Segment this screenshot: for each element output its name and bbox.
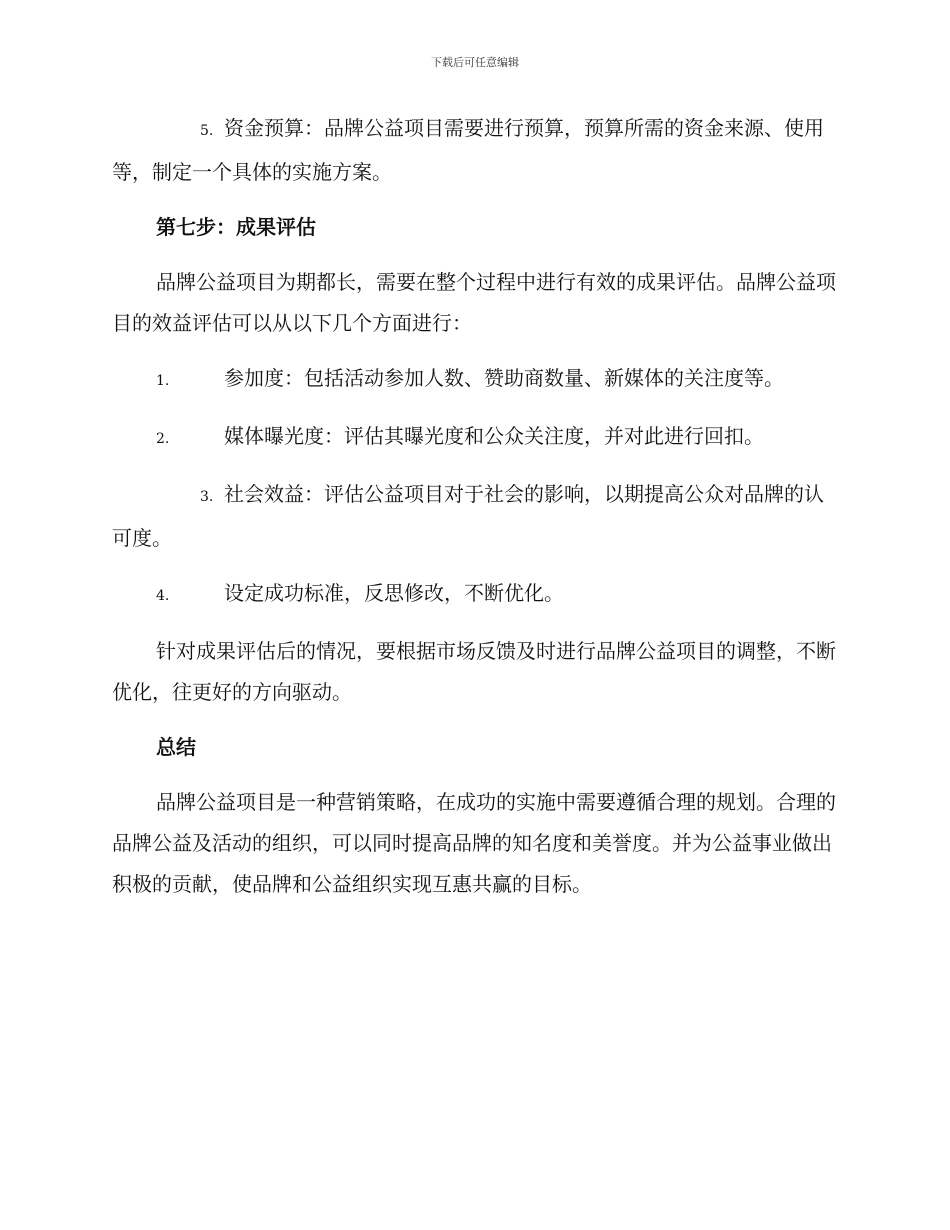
paragraph-step7-closing: 针对成果评估后的情况，要根据市场反馈及时进行品牌公益项目的调整，不断优化，往更好的方向驱动。 xyxy=(112,639,836,704)
list-number: 2. xyxy=(156,431,170,447)
paragraph-summary: 品牌公益项目是一种营销策略，在成功的实施中需要遵循合理的规划。合理的品牌公益及活动的组织，可以同时提高品牌的知名度和美誉度。并为公益事业做出积极的贡献，使品牌和公益组织实现互惠共赢的目标。 xyxy=(112,790,836,896)
list-text: 设定成功标准，反思修改，不断优化。 xyxy=(224,581,564,605)
list-item xyxy=(112,416,838,460)
list-item xyxy=(112,474,838,559)
list-text: 参加度：包括活动参加人数、赞助商数量、新媒体的关注度等。 xyxy=(224,366,784,390)
list-number: 5. xyxy=(200,123,214,139)
section-heading-summary: 总结 xyxy=(156,735,196,759)
page-header: 下载后可任意编辑 xyxy=(431,56,519,69)
section-heading-step7: 第七步：成果评估 xyxy=(156,215,316,239)
list-number: 4. xyxy=(156,588,170,604)
paragraph-step7-intro: 品牌公益项目为期都长，需要在整个过程中进行有效的成果评估。品牌公益项目的效益评估可以从以下几个方面进行： xyxy=(112,270,836,335)
document-body xyxy=(112,108,838,919)
list-text: 媒体曝光度：评估其曝光度和公众关注度，并对此进行回扣。 xyxy=(224,424,764,448)
list-number: 3. xyxy=(200,489,214,505)
list-text: 社会效益：评估公益项目对于社会的影响，以期提高公众对品牌的认可度。 xyxy=(112,482,824,550)
list-text: 资金预算：品牌公益项目需要进行预算，预算所需的资金来源、使用等，制定一个具体的实施方案。 xyxy=(112,116,824,184)
list-item xyxy=(112,358,838,402)
list-item xyxy=(112,573,838,617)
list-number: 1. xyxy=(156,373,170,389)
list-item-budget xyxy=(112,108,838,193)
